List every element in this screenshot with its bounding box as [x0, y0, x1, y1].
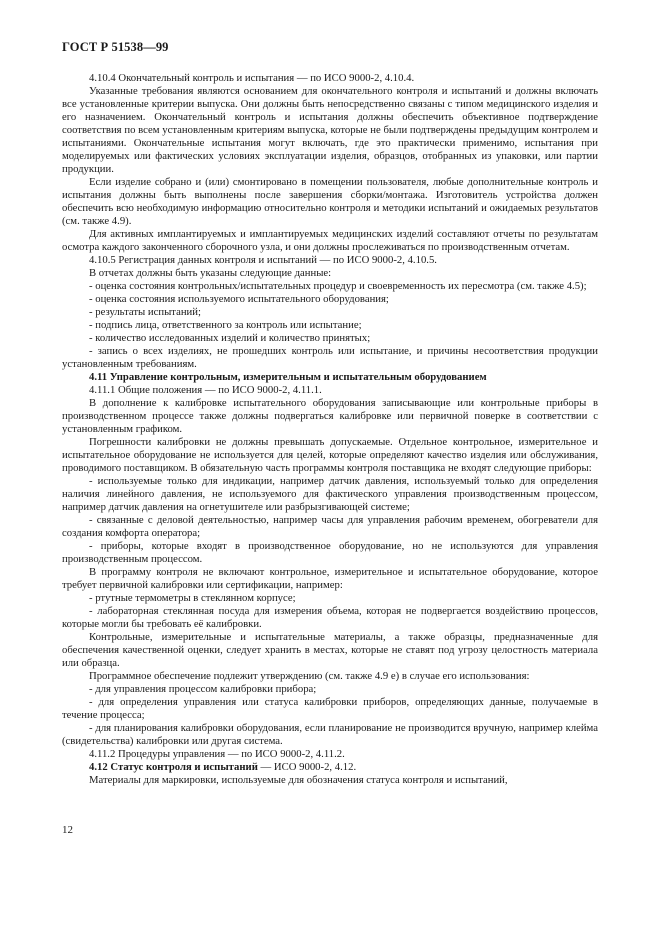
- list-item: - для определения управления или статуса калибровки приборов, определяющих данные, получаемые в течение процесса;: [62, 696, 598, 721]
- list-item: - запись о всех изделиях, не прошедших контроль или испытание, и причины несоответствия продукции установленным требованиям.: [62, 345, 598, 370]
- paragraph: Программное обеспечение подлежит утверждению (см. также 4.9 е) в случае его использования:: [89, 670, 530, 682]
- paragraph: Погрешности калибровки не должны превышать допускаемые. Отдельное контрольное, измерительное и испытательное оборудование не используется для целей, которые определяют качество изделия или обслуживания, проводимого поставщиком. В обязательную часть программы контроля поставщика не входят следующие приборы:: [62, 436, 598, 474]
- list-item: - результаты испытаний;: [89, 306, 201, 318]
- list-item: - для планирования калибровки оборудования, если планирование не производится вручную, например клейма (свидетельства) калибровки или другая система.: [62, 722, 598, 747]
- page-number: 12: [62, 824, 73, 836]
- section-heading-4-12-ref: — ИСО 9000-2, 4.12.: [257, 761, 357, 773]
- paragraph: Для активных имплантируемых и имплантируемых медицинских изделий составляют отчеты по результатам осмотра каждого законченного сборочного узла, и они должны прослеживаться по производственным отчетам.: [62, 228, 598, 253]
- list-item: - количество исследованных изделий и количество принятых;: [89, 332, 371, 344]
- clause-4-11-1: 4.11.1 Общие положения — по ИСО 9000-2, 4.11.1.: [89, 384, 322, 396]
- section-heading-4-11: 4.11 Управление контрольным, измерительным и испытательным оборудованием: [89, 371, 487, 383]
- paragraph: В программу контроля не включают контрольное, измерительное и испытательное оборудование, которое требует первичной калибровки или сертификации, например:: [62, 566, 598, 591]
- list-item: - оценка состояния контрольных/испытательных процедур и своевременность их пересмотра (см. также 4.5);: [89, 280, 587, 292]
- list-item: - приборы, которые входят в производственное оборудование, но не используются для управления производственным процессом.: [62, 540, 598, 565]
- clause-4-11-2: 4.11.2 Процедуры управления — по ИСО 9000-2, 4.11.2.: [89, 748, 345, 760]
- paragraph: Контрольные, измерительные и испытательные материалы, а также образцы, предназначенные для обеспечения качественной оценки, следует хранить в местах, которые не ставят под угрозу целостность материала или образца.: [62, 631, 598, 669]
- paragraph: В дополнение к калибровке испытательного оборудования записывающие или контрольные приборы в производственном процессе также должны подвергаться калибровке или первичной поверке в соответствии с установленным графиком.: [62, 397, 598, 435]
- paragraph: Указанные требования являются основанием для окончательного контроля и испытаний и должны включать все установленные критерии выпуска. Они должны быть непосредственно связаны с типом медицинского изделия и его назначением. Окончательный контроль и испытания должны обеспечить объективное подтверждение соответствия по всем установленным критериям выпуска, которые не были подтверждены предыдущим контролем и испытаниями. Окончательные испытания могут включать, где это практически применимо, испытания при моделируемых или фактических условиях эксплуатации изделия, образцов, отобранных из упаковки, или партии продукции.: [62, 85, 598, 175]
- list-item: - связанные с деловой деятельностью, например часы для управления рабочим временем, обогреватели для создания комфорта оператора;: [62, 514, 598, 539]
- list-item: - подпись лица, ответственного за контроль или испытание;: [89, 319, 362, 331]
- paragraph: В отчетах должны быть указаны следующие данные:: [89, 267, 332, 279]
- list-item: - для управления процессом калибровки прибора;: [89, 683, 317, 695]
- paragraph: Материалы для маркировки, используемые для обозначения статуса контроля и испытаний,: [89, 774, 508, 786]
- document-body: [62, 72, 598, 787]
- document-header: ГОСТ Р 51538—99: [62, 40, 169, 54]
- list-item: - ртутные термометры в стеклянном корпусе;: [89, 592, 296, 604]
- list-item: - используемые только для индикации, например датчик давления, используемый только для определения наличия линейного давления, не используемого для фактического управления производственным процессом, например датчик давления на огнетушителе или разбрызгивающей системе;: [62, 475, 598, 513]
- list-item: - лабораторная стеклянная посуда для измерения объема, которая не подвергается воздействию процессов, которые могли бы требовать её калибровки.: [62, 605, 598, 630]
- clause-4-10-4: 4.10.4 Окончательный контроль и испытания — по ИСО 9000-2, 4.10.4.: [89, 72, 415, 84]
- list-item: - оценка состояния используемого испытательного оборудования;: [89, 293, 389, 305]
- section-heading-4-12: [62, 761, 598, 774]
- paragraph: Если изделие собрано и (или) смонтировано в помещении пользователя, любые дополнительные контроль и испытания должны быть выполнены после завершения сборки/монтажа. Изготовитель устройства должен обеспечить всю необходимую информацию относительно контроля и методики испытаний и ожидаемых результатов (см. также 4.9).: [62, 176, 598, 227]
- section-heading-4-12-title: 4.12 Статус контроля и испытаний: [89, 761, 258, 773]
- clause-4-10-5: 4.10.5 Регистрация данных контроля и испытаний — по ИСО 9000-2, 4.10.5.: [89, 254, 437, 266]
